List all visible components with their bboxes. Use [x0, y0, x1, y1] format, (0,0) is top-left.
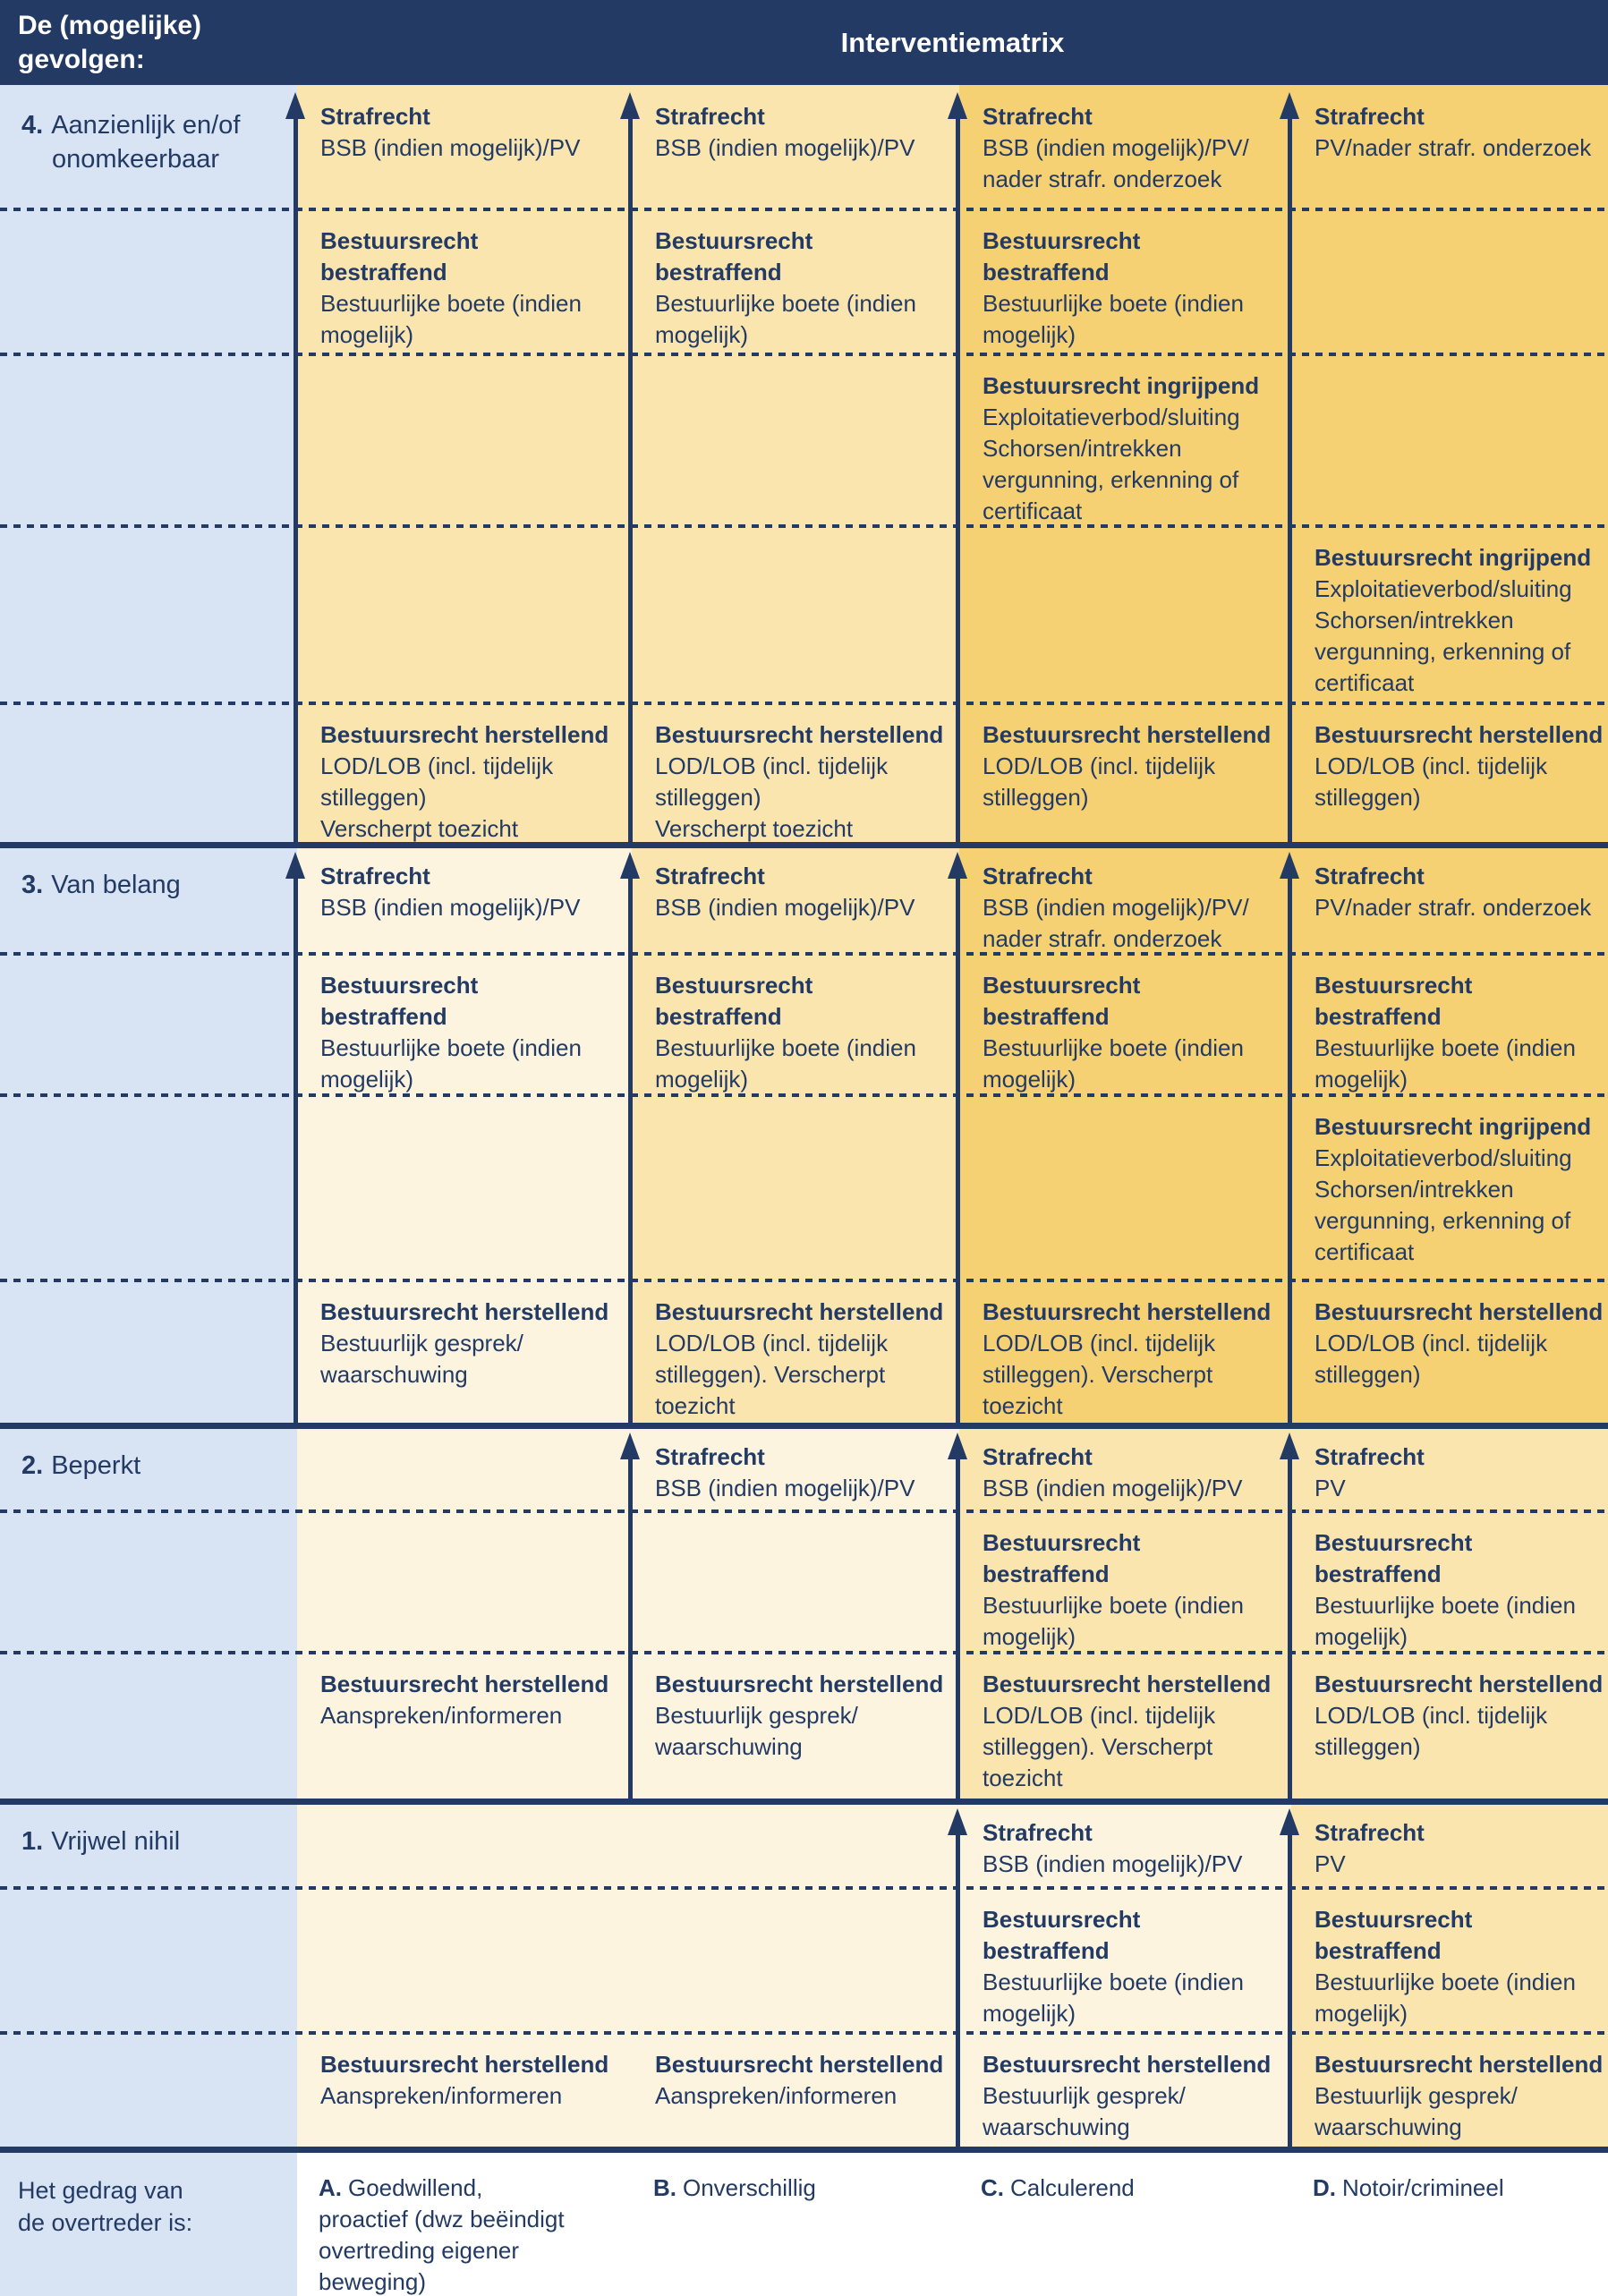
cell-text: mogelijk) — [320, 1066, 414, 1093]
cell-text: Bestuurlijke boete (indien — [983, 1592, 1244, 1619]
cell-4B-herstellend — [632, 703, 959, 845]
cell-title: Bestuursrecht — [983, 1529, 1141, 1556]
cell-4A-strafrecht — [297, 85, 632, 209]
cell-title: Bestuursrecht herstellend — [320, 1298, 609, 1325]
row-text: Aanzienlijk en/of onomkeerbaar — [51, 111, 241, 174]
cell-text: LOD/LOB (incl. tijdelijk — [983, 1330, 1216, 1356]
cell-text: toezicht — [655, 1392, 736, 1419]
cell-title: Bestuursrecht ingrijpend — [1314, 1113, 1592, 1140]
row-block-3 — [0, 845, 1608, 1425]
cell-text: toezicht — [983, 1392, 1063, 1419]
cell-text: waarschuwing — [1314, 2113, 1462, 2140]
behavior-item-line — [653, 2173, 952, 2204]
row-label-3 — [0, 845, 297, 1425]
cell-text: BSB (indien mogelijk)/PV — [655, 894, 915, 921]
cell-4A-bestraffend — [297, 209, 632, 354]
cell-text: Bestuurlijke boete (indien — [1314, 1034, 1576, 1061]
cell-text: LOD/LOB (incl. tijdelijk — [1314, 753, 1548, 779]
column-strip-2D — [1291, 1425, 1608, 1801]
cell-text: LOD/LOB (incl. tijdelijk — [655, 753, 889, 779]
behavior-text: Onverschillig — [683, 2174, 816, 2201]
behavior-item-b — [632, 2149, 959, 2296]
cell-text: Exploitatieverbod/sluiting — [1314, 575, 1572, 602]
cell-3B-empty — [632, 1095, 959, 1280]
behavior-letter: B. — [653, 2174, 676, 2201]
cell-title: bestraffend — [983, 1937, 1110, 1964]
cell-title: Strafrecht — [320, 103, 430, 130]
cell-text: nader strafr. onderzoek — [983, 925, 1222, 952]
cell-1C-bestraffend — [959, 1888, 1291, 2033]
cell-text: Bestuurlijk gesprek/ — [655, 1702, 858, 1729]
cell-3A-herstellend — [297, 1280, 632, 1425]
cell-text: stilleggen) — [320, 784, 427, 811]
cell-title: bestraffend — [320, 259, 447, 285]
cell-text: vergunning, erkenning of — [983, 466, 1239, 493]
cell-2B-herstellend — [632, 1653, 959, 1801]
cell-text: stilleggen) — [1314, 1361, 1421, 1388]
cell-title: Bestuursrecht — [655, 972, 813, 999]
cell-title: Bestuursrecht — [983, 1906, 1141, 1933]
column-strip-4A — [297, 85, 632, 845]
cell-1C-herstellend — [959, 2033, 1291, 2149]
cell-text: toezicht — [983, 1765, 1063, 1791]
cell-text: mogelijk) — [320, 321, 414, 348]
row-number: 4. — [21, 111, 44, 140]
cell-text: mogelijk) — [983, 2000, 1076, 2027]
cell-text: mogelijk) — [983, 321, 1076, 348]
cell-text: LOD/LOB (incl. tijdelijk — [1314, 1702, 1548, 1729]
cell-text: stilleggen) — [1314, 784, 1421, 811]
cell-text: PV/nader strafr. onderzoek — [1314, 134, 1592, 161]
cell-title: Bestuursrecht herstellend — [983, 1671, 1272, 1697]
cell-title: bestraffend — [320, 1003, 447, 1030]
cell-text: Bestuurlijke boete (indien — [655, 1034, 916, 1061]
cell-4A-empty — [297, 526, 632, 703]
row-text: Beperkt — [51, 1451, 141, 1480]
cell-text: Bestuurlijke boete (indien — [1314, 1969, 1576, 1995]
block-divider — [0, 1799, 1608, 1805]
behavior-item-line — [1313, 2173, 1601, 2204]
cell-text: Bestuurlijke boete (indien — [983, 1969, 1244, 1995]
row-number: 1. — [21, 1827, 44, 1856]
behavior-text: Goedwillend, — [348, 2174, 483, 2201]
cell-4C-empty — [959, 526, 1291, 703]
cell-title: Strafrecht — [655, 103, 765, 130]
cell-text: Schorsen/intrekken — [1314, 607, 1514, 634]
cell-title: Bestuursrecht herstellend — [1314, 1298, 1604, 1325]
cell-text: waarschuwing — [655, 1733, 803, 1760]
cell-text: vergunning, erkenning of — [1314, 638, 1571, 665]
cell-text: waarschuwing — [983, 2113, 1130, 2140]
cell-text: vergunning, erkenning of — [1314, 1207, 1571, 1234]
cell-text: Exploitatieverbod/sluiting — [1314, 1144, 1572, 1171]
behavior-axis-line: Het gedrag van — [18, 2177, 183, 2204]
cell-1B-empty — [632, 1888, 959, 2033]
cell-text: Schorsen/intrekken — [1314, 1176, 1514, 1203]
cell-2D-strafrecht — [1291, 1425, 1608, 1511]
cell-title: Bestuursrecht — [1314, 972, 1473, 999]
behavior-item-line — [981, 2173, 1284, 2204]
cell-4B-empty — [632, 354, 959, 526]
column-strip-1B — [632, 1801, 959, 2149]
cell-1B-empty — [632, 1801, 959, 1888]
column-strip-1D — [1291, 1801, 1608, 2149]
cell-3C-strafrecht — [959, 845, 1291, 954]
column-strip-2B — [632, 1425, 959, 1801]
cell-text: mogelijk) — [1314, 2000, 1408, 2027]
cell-text: Bestuurlijke boete (indien — [320, 290, 582, 317]
behavior-axis-label — [0, 2149, 297, 2296]
column-strip-3D — [1291, 845, 1608, 1425]
cell-title: bestraffend — [1314, 1937, 1442, 1964]
cell-2B-empty — [632, 1511, 959, 1653]
cell-title: Bestuursrecht herstellend — [983, 721, 1272, 748]
cell-text: BSB (indien mogelijk)/PV — [320, 894, 581, 921]
cell-4C-strafrecht — [959, 85, 1291, 209]
cell-title: Bestuursrecht herstellend — [983, 2051, 1272, 2078]
column-strip-4D — [1291, 85, 1608, 845]
column-strip-4C — [959, 85, 1291, 845]
row-block-1 — [0, 1801, 1608, 2149]
cell-4C-ingrijpend — [959, 354, 1291, 526]
cell-title: Bestuursrecht herstellend — [655, 2051, 944, 2078]
cell-2C-strafrecht — [959, 1425, 1291, 1511]
cell-text: Bestuurlijk gesprek/ — [320, 1330, 523, 1356]
column-strip-2C — [959, 1425, 1291, 1801]
cell-1A-empty — [297, 1888, 632, 2033]
row-label-1 — [0, 1801, 297, 2149]
row-number: 2. — [21, 1451, 44, 1480]
behavior-item-line: beweging) — [319, 2268, 426, 2295]
cell-text: BSB (indien mogelijk)/PV — [655, 1475, 915, 1501]
cell-text: Aanspreken/informeren — [655, 2082, 898, 2109]
cell-title: Bestuursrecht herstellend — [320, 2051, 609, 2078]
cell-4D-empty — [1291, 209, 1608, 354]
cell-title: Bestuursrecht — [1314, 1906, 1473, 1933]
cell-text: stilleggen). Verscherpt — [983, 1733, 1213, 1760]
cell-3D-ingrijpend — [1291, 1095, 1608, 1280]
cell-1B-herstellend — [632, 2033, 959, 2149]
cell-4A-herstellend — [297, 703, 632, 845]
cell-text: LOD/LOB (incl. tijdelijk — [1314, 1330, 1548, 1356]
cell-text: PV — [1314, 1850, 1346, 1877]
column-strip-1A — [297, 1801, 632, 2149]
cell-4A-empty — [297, 354, 632, 526]
cell-text: stilleggen) — [1314, 1733, 1421, 1760]
cell-3A-strafrecht — [297, 845, 632, 954]
behavior-item-line — [319, 2173, 625, 2204]
cell-2C-bestraffend — [959, 1511, 1291, 1653]
page-title: Interventiematrix — [840, 27, 1065, 58]
behavior-axis-line: de overtreder is: — [18, 2209, 193, 2236]
cell-text: LOD/LOB (incl. tijdelijk — [983, 1702, 1216, 1729]
cell-1D-strafrecht — [1291, 1801, 1608, 1888]
cell-text: Exploitatieverbod/sluiting — [983, 404, 1240, 430]
cell-text: PV — [1314, 1475, 1346, 1501]
behavior-axis-row — [0, 2149, 1608, 2296]
behavior-item-d — [1291, 2149, 1608, 2296]
cell-text: certificaat — [983, 497, 1083, 524]
cell-title: Strafrecht — [983, 1443, 1093, 1470]
cell-title: bestraffend — [983, 259, 1110, 285]
cell-title: bestraffend — [1314, 1560, 1442, 1587]
cell-text: Bestuurlijke boete (indien — [655, 290, 916, 317]
behavior-item-a — [297, 2149, 632, 2296]
cell-3A-empty — [297, 1095, 632, 1280]
cell-2A-empty — [297, 1511, 632, 1653]
cell-text: Bestuurlijk gesprek/ — [983, 2082, 1186, 2109]
cell-title: Bestuursrecht herstellend — [320, 1671, 609, 1697]
cell-title: Bestuursrecht herstellend — [320, 721, 609, 748]
cell-1A-empty — [297, 1801, 632, 1888]
cell-title: bestraffend — [983, 1003, 1110, 1030]
cell-title: Bestuursrecht herstellend — [1314, 1671, 1604, 1697]
cell-title: Strafrecht — [1314, 1443, 1425, 1470]
cell-2D-herstellend — [1291, 1653, 1608, 1801]
row-number: 3. — [21, 871, 44, 899]
cell-1D-bestraffend — [1291, 1888, 1608, 2033]
block-divider — [0, 1423, 1608, 1429]
cell-2D-bestraffend — [1291, 1511, 1608, 1653]
cell-1C-strafrecht — [959, 1801, 1291, 1888]
cell-3B-herstellend — [632, 1280, 959, 1425]
cell-title: Bestuursrecht — [655, 227, 813, 254]
cell-1D-herstellend — [1291, 2033, 1608, 2149]
consequences-axis-label — [18, 9, 286, 77]
cell-title: bestraffend — [1314, 1003, 1442, 1030]
cell-text: Aanspreken/informeren — [320, 1702, 563, 1729]
cell-2A-empty — [297, 1425, 632, 1511]
cell-title: Bestuursrecht herstellend — [1314, 721, 1604, 748]
cell-text: LOD/LOB (incl. tijdelijk — [655, 1330, 889, 1356]
column-strip-3B — [632, 845, 959, 1425]
cell-text: mogelijk) — [1314, 1066, 1408, 1093]
cell-text: LOD/LOB (incl. tijdelijk — [983, 753, 1216, 779]
cell-4D-strafrecht — [1291, 85, 1608, 209]
cell-title: Strafrecht — [320, 863, 430, 889]
cell-text: BSB (indien mogelijk)/PV — [655, 134, 915, 161]
cell-text: BSB (indien mogelijk)/PV — [983, 1850, 1243, 1877]
row-label-4 — [0, 85, 297, 845]
cell-3B-bestraffend — [632, 954, 959, 1095]
block-divider — [0, 842, 1608, 848]
cell-text: certificaat — [1314, 669, 1415, 696]
row-block-4 — [0, 85, 1608, 845]
behavior-item-line: proactief (dwz beëindigt — [319, 2206, 565, 2232]
behavior-letter: D. — [1313, 2174, 1336, 2201]
header-bar — [0, 0, 1608, 85]
cell-text: Aanspreken/informeren — [320, 2082, 563, 2109]
behavior-text: Calculerend — [1010, 2174, 1135, 2201]
cell-3B-strafrecht — [632, 845, 959, 954]
cell-title: Bestuursrecht — [320, 227, 479, 254]
cell-4B-strafrecht — [632, 85, 959, 209]
cell-text: mogelijk) — [983, 1066, 1076, 1093]
cell-4B-empty — [632, 526, 959, 703]
cell-3D-strafrecht — [1291, 845, 1608, 954]
row-label-2 — [0, 1425, 297, 1801]
cell-title: Bestuursrecht herstellend — [655, 1671, 944, 1697]
cell-title: Bestuursrecht — [983, 227, 1141, 254]
consequences-axis-line: gevolgen: — [18, 45, 145, 74]
cell-title: Bestuursrecht herstellend — [655, 721, 944, 748]
behavior-text: Notoir/crimineel — [1342, 2174, 1504, 2201]
cell-text: LOD/LOB (incl. tijdelijk — [320, 753, 554, 779]
cell-title: Bestuursrecht ingrijpend — [983, 372, 1260, 399]
row-block-2 — [0, 1425, 1608, 1801]
cell-text: Schorsen/intrekken — [983, 435, 1182, 462]
cell-text: BSB (indien mogelijk)/PV/ — [983, 134, 1249, 161]
cell-text: Bestuurlijk gesprek/ — [1314, 2082, 1518, 2109]
cell-4D-empty — [1291, 354, 1608, 526]
cell-title: Bestuursrecht herstellend — [1314, 2051, 1604, 2078]
cell-text: Bestuurlijke boete (indien — [983, 1034, 1244, 1061]
cell-title: Bestuursrecht herstellend — [983, 1298, 1272, 1325]
cell-text: stilleggen) — [655, 784, 761, 811]
cell-title: Strafrecht — [1314, 103, 1425, 130]
cell-title: Bestuursrecht — [320, 972, 479, 999]
row-text: Vrijwel nihil — [51, 1827, 181, 1856]
cell-title: Bestuursrecht — [983, 972, 1141, 999]
cell-4C-herstellend — [959, 703, 1291, 845]
cell-text: certificaat — [1314, 1238, 1415, 1265]
cell-3C-empty — [959, 1095, 1291, 1280]
cell-text: mogelijk) — [983, 1623, 1076, 1650]
cell-text: BSB (indien mogelijk)/PV — [983, 1475, 1243, 1501]
cell-4C-bestraffend — [959, 209, 1291, 354]
block-divider — [0, 2147, 1608, 2153]
cell-title: Strafrecht — [983, 103, 1093, 130]
cell-text: PV/nader strafr. onderzoek — [1314, 894, 1592, 921]
cell-title: Strafrecht — [983, 863, 1093, 889]
cell-text: nader strafr. onderzoek — [983, 166, 1222, 192]
column-strip-2A — [297, 1425, 632, 1801]
cell-title: Bestuursrecht — [1314, 1529, 1473, 1556]
cell-text: mogelijk) — [655, 1066, 749, 1093]
cell-3C-bestraffend — [959, 954, 1291, 1095]
cell-2A-herstellend — [297, 1653, 632, 1801]
cell-3D-bestraffend — [1291, 954, 1608, 1095]
column-strip-1C — [959, 1801, 1291, 2149]
cell-text: stilleggen) — [983, 784, 1089, 811]
cell-4D-ingrijpend — [1291, 526, 1608, 703]
cell-title: Strafrecht — [983, 1819, 1093, 1846]
cell-title: bestraffend — [655, 1003, 782, 1030]
cell-3A-bestraffend — [297, 954, 632, 1095]
cell-text: Bestuurlijke boete (indien — [320, 1034, 582, 1061]
cell-3C-herstellend — [959, 1280, 1291, 1425]
behavior-item-line: overtreding eigener — [319, 2237, 520, 2264]
cell-title: Strafrecht — [1314, 1819, 1425, 1846]
behavior-letter: C. — [981, 2174, 1004, 2201]
cell-2C-herstellend — [959, 1653, 1291, 1801]
cell-title: Strafrecht — [1314, 863, 1425, 889]
column-strip-4B — [632, 85, 959, 845]
cell-text: mogelijk) — [655, 321, 749, 348]
column-strip-3C — [959, 845, 1291, 1425]
cell-4D-herstellend — [1291, 703, 1608, 845]
consequences-axis-line: De (mogelijke) — [18, 11, 202, 40]
cell-4B-bestraffend — [632, 209, 959, 354]
cell-text: Bestuurlijke boete (indien — [1314, 1592, 1576, 1619]
cell-text: stilleggen). Verscherpt — [655, 1361, 886, 1388]
cell-text: Bestuurlijke boete (indien — [983, 290, 1244, 317]
behavior-item-c — [959, 2149, 1291, 2296]
column-strip-3A — [297, 845, 632, 1425]
behavior-letter: A. — [319, 2174, 342, 2201]
cell-text: BSB (indien mogelijk)/PV/ — [983, 894, 1249, 921]
cell-title: Bestuursrecht herstellend — [655, 1298, 944, 1325]
cell-text: waarschuwing — [320, 1361, 468, 1388]
cell-title: Strafrecht — [655, 1443, 765, 1470]
cell-text: BSB (indien mogelijk)/PV — [320, 134, 581, 161]
cell-title: bestraffend — [983, 1560, 1110, 1587]
cell-text: Verscherpt toezicht — [655, 815, 854, 842]
cell-3D-herstellend — [1291, 1280, 1608, 1425]
row-text: Van belang — [51, 871, 181, 899]
cell-2B-strafrecht — [632, 1425, 959, 1511]
cell-text: Verscherpt toezicht — [320, 815, 519, 842]
cell-text: mogelijk) — [1314, 1623, 1408, 1650]
cell-title: Strafrecht — [655, 863, 765, 889]
cell-title: bestraffend — [655, 259, 782, 285]
cell-1A-herstellend — [297, 2033, 632, 2149]
cell-text: stilleggen). Verscherpt — [983, 1361, 1213, 1388]
cell-title: Bestuursrecht ingrijpend — [1314, 544, 1592, 571]
